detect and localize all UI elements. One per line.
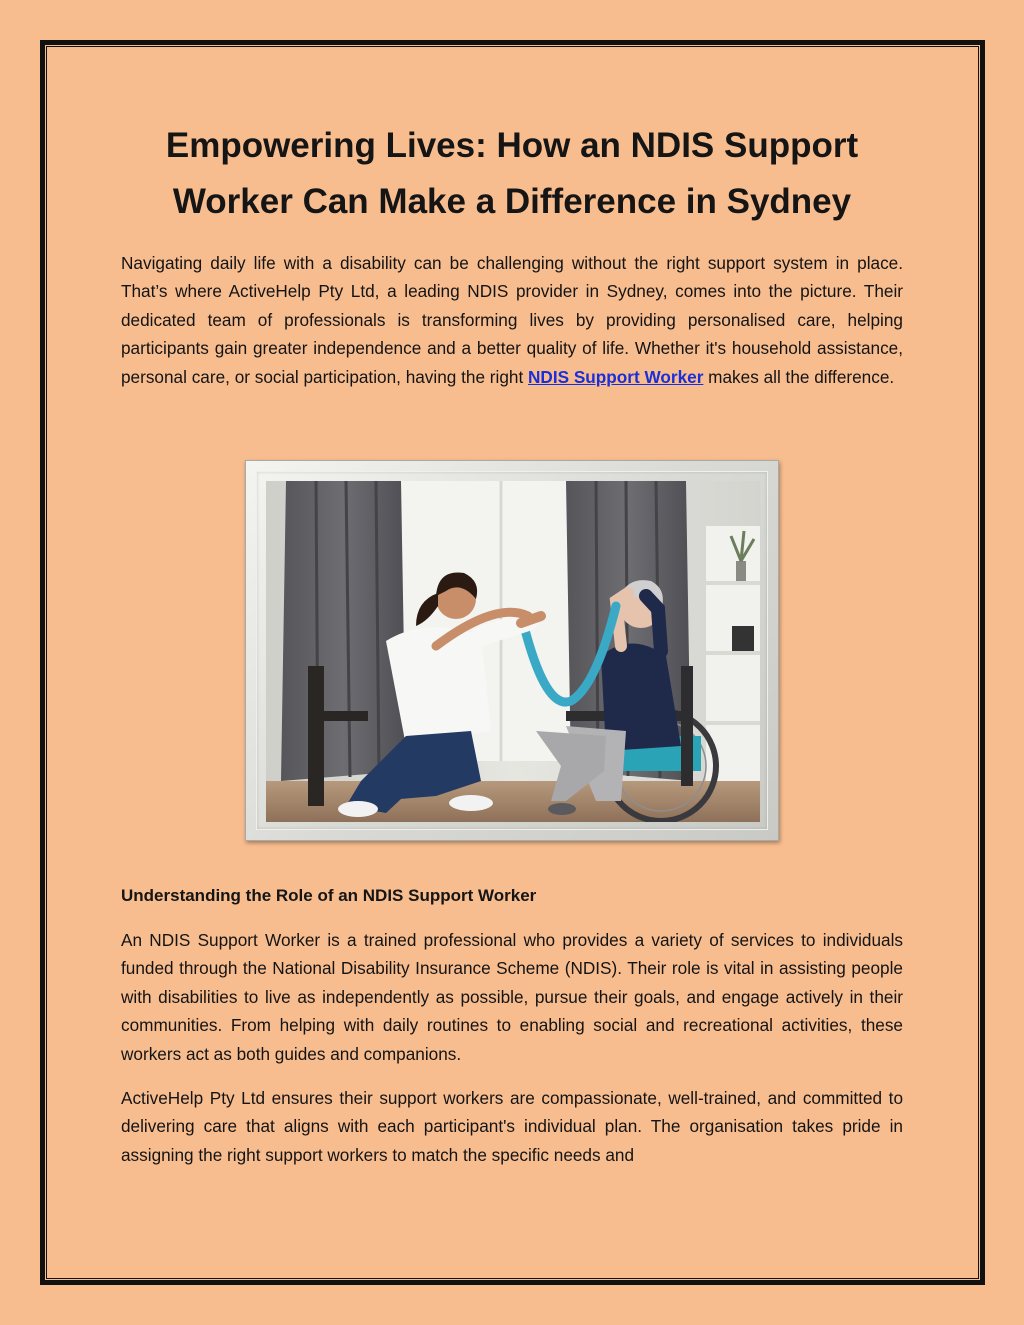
intro-paragraph bbox=[121, 249, 903, 391]
section-heading: Understanding the Role of an NDIS Support Worker bbox=[121, 886, 537, 905]
photo-frame bbox=[245, 460, 779, 841]
page-title: Empowering Lives: How an NDIS Support Worker Can Make a Difference in Sydney bbox=[165, 126, 859, 221]
support-worker-exercise-photo bbox=[266, 481, 760, 822]
section-paragraph-1: An NDIS Support Worker is a trained professional who provides a variety of services to individuals funded through the National Disability Insurance Scheme (NDIS). Their role is vital in assisting people with disabilities to live as independently as possible, pursue their goals, and engage actively in their communities. From helping with daily routines to enabling social and recreational activities, these workers act as both guides and companions. bbox=[121, 930, 903, 1064]
section-paragraph-2: ActiveHelp Pty Ltd ensures their support workers are compassionate, well-trained, and committed to delivering care that aligns with each participant's individual plan. The organisation takes pride in assigning the right support workers to match the specific needs and bbox=[121, 1088, 903, 1165]
intro-text-end: makes all the difference. bbox=[703, 366, 895, 387]
intro-text: Navigating daily life with a disability can be challenging without the right support system in place. That’s where ActiveHelp Pty Ltd, a leading NDIS provider in Sydney, comes into the picture. Their dedicated team of professionals is transforming lives by providing personalised care, helping participants gain greater independence and a better quality of life. Whether it's household assistance, personal care, or social participation, having the right bbox=[121, 253, 903, 387]
ndis-support-worker-link[interactable]: NDIS Support Worker bbox=[528, 366, 704, 387]
